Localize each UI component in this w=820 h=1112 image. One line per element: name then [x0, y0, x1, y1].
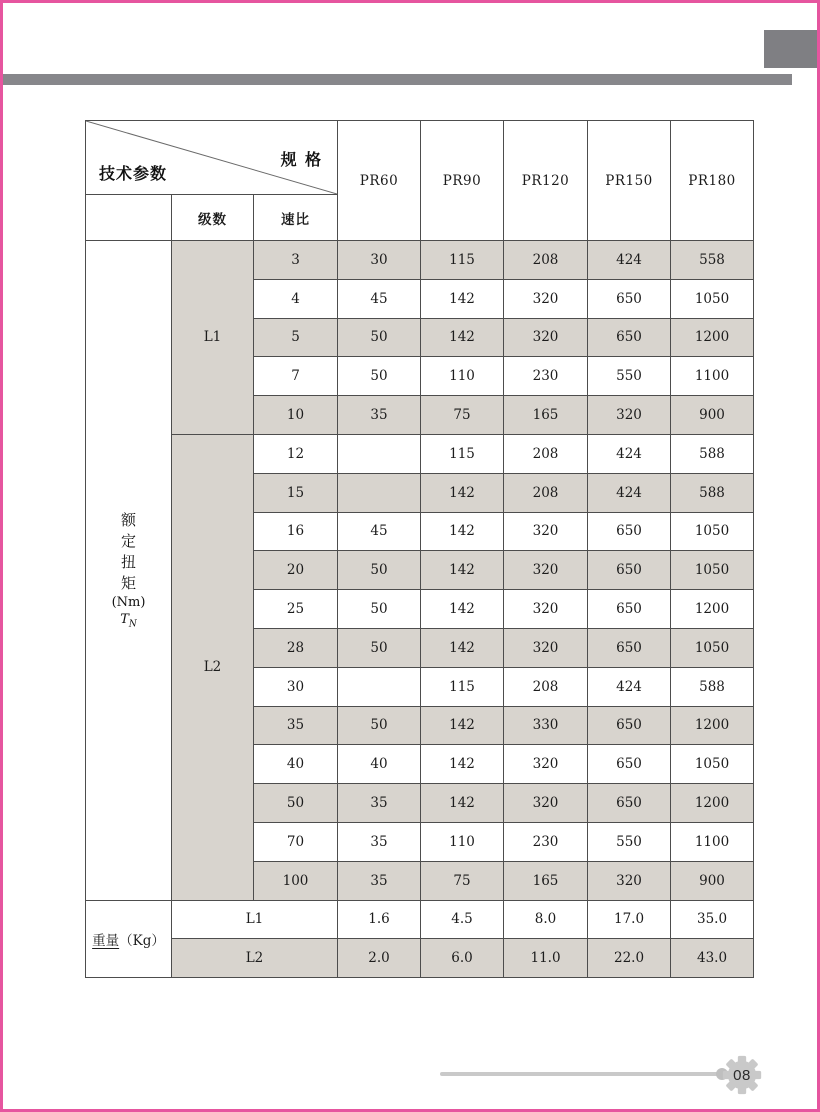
- footer-rule: [440, 1072, 720, 1076]
- value-cell: 8.0: [504, 900, 588, 939]
- value-cell: 1200: [671, 318, 754, 357]
- value-cell: 115: [421, 434, 504, 473]
- value-cell: [338, 667, 421, 706]
- value-cell: 50: [338, 551, 421, 590]
- weight-stage-l1: L1: [172, 900, 338, 939]
- value-cell: 1200: [671, 706, 754, 745]
- ratio-header: 速比: [254, 195, 338, 241]
- value-cell: 1050: [671, 628, 754, 667]
- value-cell: 75: [421, 861, 504, 900]
- value-cell: 142: [421, 784, 504, 823]
- value-cell: 35: [338, 822, 421, 861]
- value-cell: 110: [421, 822, 504, 861]
- value-cell: 550: [588, 357, 671, 396]
- value-cell: 424: [588, 434, 671, 473]
- ratio-cell: 16: [254, 512, 338, 551]
- value-cell: [338, 473, 421, 512]
- ratio-cell: 7: [254, 357, 338, 396]
- value-cell: 320: [588, 396, 671, 435]
- value-cell: 50: [338, 628, 421, 667]
- value-cell: 142: [421, 706, 504, 745]
- weight-stage-l2: L2: [172, 939, 338, 978]
- value-cell: 320: [504, 628, 588, 667]
- value-cell: 50: [338, 590, 421, 629]
- value-cell: 115: [421, 667, 504, 706]
- value-cell: 424: [588, 667, 671, 706]
- value-cell: 1200: [671, 590, 754, 629]
- value-cell: 43.0: [671, 939, 754, 978]
- torque-unit: (Nm): [111, 595, 146, 611]
- value-cell: 900: [671, 396, 754, 435]
- value-cell: 142: [421, 628, 504, 667]
- value-cell: 650: [588, 706, 671, 745]
- value-cell: 1100: [671, 357, 754, 396]
- value-cell: 4.5: [421, 900, 504, 939]
- stage-header: 级数: [172, 195, 254, 241]
- column-header-pr60: PR60: [338, 121, 421, 241]
- value-cell: 50: [338, 357, 421, 396]
- value-cell: 35.0: [671, 900, 754, 939]
- value-cell: 1050: [671, 512, 754, 551]
- value-cell: 320: [504, 745, 588, 784]
- ratio-cell: 40: [254, 745, 338, 784]
- ratio-cell: 70: [254, 822, 338, 861]
- page-number: 08: [733, 1066, 751, 1084]
- value-cell: 230: [504, 357, 588, 396]
- value-cell: 142: [421, 279, 504, 318]
- value-cell: 35: [338, 396, 421, 435]
- value-cell: 45: [338, 512, 421, 551]
- torque-label: 额定扭矩: [120, 511, 136, 593]
- column-header-pr180: PR180: [671, 121, 754, 241]
- ratio-cell: 100: [254, 861, 338, 900]
- weight-row: [86, 900, 754, 939]
- value-cell: 208: [504, 434, 588, 473]
- value-cell: 75: [421, 396, 504, 435]
- weight-label: 重量（Kg）: [86, 900, 172, 977]
- value-cell: 550: [588, 822, 671, 861]
- value-cell: 320: [504, 784, 588, 823]
- corner-cell: [86, 121, 338, 195]
- value-cell: 1100: [671, 822, 754, 861]
- column-header-pr120: PR120: [504, 121, 588, 241]
- value-cell: 650: [588, 551, 671, 590]
- torque-label-cell: [86, 241, 172, 901]
- column-header-pr150: PR150: [588, 121, 671, 241]
- value-cell: 230: [504, 822, 588, 861]
- ratio-cell: 15: [254, 473, 338, 512]
- ratio-cell: 30: [254, 667, 338, 706]
- value-cell: 50: [338, 318, 421, 357]
- ratio-cell: 50: [254, 784, 338, 823]
- value-cell: 320: [504, 512, 588, 551]
- value-cell: [338, 434, 421, 473]
- value-cell: 650: [588, 318, 671, 357]
- params-label: 技术参数: [99, 166, 168, 183]
- stage-cell-l1: L1: [172, 241, 254, 435]
- value-cell: 1050: [671, 745, 754, 784]
- value-cell: 558: [671, 241, 754, 280]
- value-cell: 17.0: [588, 900, 671, 939]
- value-cell: 588: [671, 667, 754, 706]
- value-cell: 320: [504, 551, 588, 590]
- value-cell: 650: [588, 279, 671, 318]
- value-cell: 115: [421, 241, 504, 280]
- value-cell: 650: [588, 512, 671, 551]
- value-cell: 424: [588, 473, 671, 512]
- value-cell: 1050: [671, 279, 754, 318]
- value-cell: 900: [671, 861, 754, 900]
- corner-accent-square: [764, 30, 817, 68]
- column-header-pr90: PR90: [421, 121, 504, 241]
- header-rule-bar: [3, 74, 792, 85]
- ratio-cell: 4: [254, 279, 338, 318]
- value-cell: 650: [588, 628, 671, 667]
- value-cell: 11.0: [504, 939, 588, 978]
- value-cell: 142: [421, 512, 504, 551]
- value-cell: 1050: [671, 551, 754, 590]
- value-cell: 2.0: [338, 939, 421, 978]
- spec-label: 规 格: [280, 152, 324, 169]
- value-cell: 35: [338, 784, 421, 823]
- value-cell: 6.0: [421, 939, 504, 978]
- stage-cell-l2: L2: [172, 434, 254, 900]
- value-cell: 588: [671, 434, 754, 473]
- table-row: [86, 241, 754, 280]
- value-cell: 142: [421, 318, 504, 357]
- ratio-cell: 20: [254, 551, 338, 590]
- value-cell: 208: [504, 473, 588, 512]
- value-cell: 165: [504, 396, 588, 435]
- value-cell: 30: [338, 241, 421, 280]
- value-cell: 424: [588, 241, 671, 280]
- spec-table: [85, 120, 754, 978]
- ratio-cell: 25: [254, 590, 338, 629]
- value-cell: 110: [421, 357, 504, 396]
- table-row: [86, 434, 754, 473]
- ratio-cell: 28: [254, 628, 338, 667]
- value-cell: 142: [421, 473, 504, 512]
- value-cell: 320: [504, 279, 588, 318]
- value-cell: 650: [588, 590, 671, 629]
- value-cell: 22.0: [588, 939, 671, 978]
- value-cell: 650: [588, 784, 671, 823]
- value-cell: 142: [421, 590, 504, 629]
- value-cell: 142: [421, 551, 504, 590]
- value-cell: 142: [421, 745, 504, 784]
- value-cell: 320: [504, 590, 588, 629]
- value-cell: 320: [588, 861, 671, 900]
- value-cell: 40: [338, 745, 421, 784]
- ratio-cell: 3: [254, 241, 338, 280]
- value-cell: 208: [504, 241, 588, 280]
- value-cell: 650: [588, 745, 671, 784]
- empty-header-cell: [86, 195, 172, 241]
- ratio-cell: 35: [254, 706, 338, 745]
- header-row-1: [86, 121, 754, 195]
- ratio-cell: 10: [254, 396, 338, 435]
- value-cell: 1.6: [338, 900, 421, 939]
- value-cell: 208: [504, 667, 588, 706]
- value-cell: 165: [504, 861, 588, 900]
- ratio-cell: 5: [254, 318, 338, 357]
- value-cell: 45: [338, 279, 421, 318]
- value-cell: 330: [504, 706, 588, 745]
- value-cell: 588: [671, 473, 754, 512]
- value-cell: 1200: [671, 784, 754, 823]
- value-cell: 35: [338, 861, 421, 900]
- value-cell: 50: [338, 706, 421, 745]
- weight-row: [86, 939, 754, 978]
- value-cell: 320: [504, 318, 588, 357]
- ratio-cell: 12: [254, 434, 338, 473]
- torque-symbol: $T_N$: [120, 612, 137, 631]
